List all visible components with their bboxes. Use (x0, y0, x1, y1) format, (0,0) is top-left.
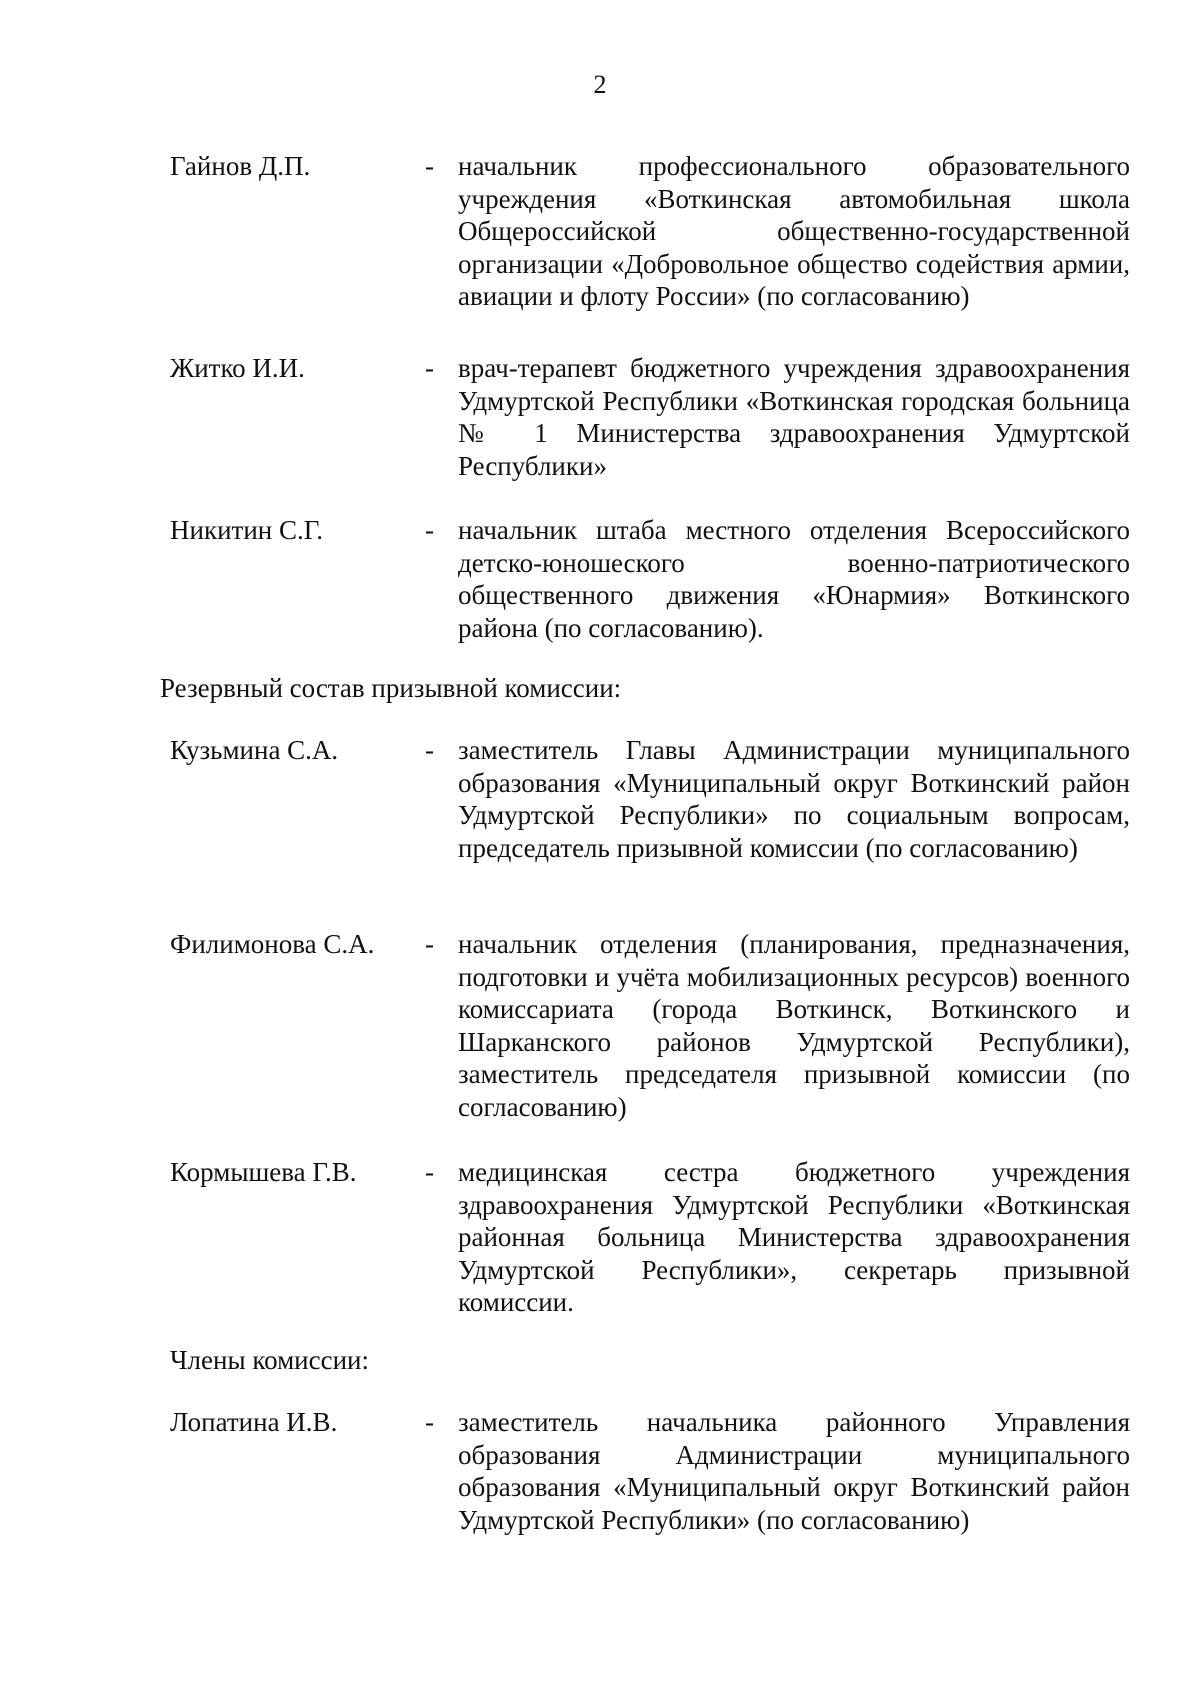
dash-separator: - (425, 929, 434, 959)
member-name: Лопатина И.В. (170, 1407, 338, 1437)
member-name: Никитин С.Г. (170, 515, 324, 545)
member-name: Филимонова С.А. (170, 929, 375, 959)
member-description: заместитель начальника районного Управления образования Администрации муниципального образования «Муниципальный округ Воткинский район Удмуртской Республики» (по согласованию) (458, 1407, 1130, 1535)
member-name: Гайнов Д.П. (170, 151, 311, 181)
member-description: медицинская сестра бюджетного учреждения здравоохранения Удмуртской Республики «Воткинская районная больница Министерства здравоохранения Удмуртской Республики», секретарь призывной комиссии. (458, 1157, 1130, 1317)
member-name: Кузьмина С.А. (170, 735, 339, 765)
dash-separator: - (425, 353, 434, 383)
member-description: начальник профессионального образовательного учреждения «Воткинская автомобильная школа Общероссийской общественно-государственной организации «Добровольное общество содействия армии, авиации и флоту России» (по согласованию) (458, 151, 1130, 311)
member-description: заместитель Главы Администрации муниципального образования «Муниципальный округ Воткинский район Удмуртской Республики» по социальным вопросам, председатель призывной комиссии (по согласованию) (458, 735, 1130, 863)
member-description: врач-терапевт бюджетного учреждения здравоохранения Удмуртской Республики «Воткинская городская больница № 1 Министерства здравоохранения Удмуртской Республики» (458, 353, 1130, 481)
member-name: Житко И.И. (170, 353, 305, 383)
dash-separator: - (425, 1407, 434, 1437)
members-section-heading: Члены комиссии: (170, 1345, 369, 1375)
member-name: Кормышева Г.В. (170, 1157, 357, 1187)
page-number: 2 (593, 70, 607, 99)
dash-separator: - (425, 151, 434, 181)
dash-separator: - (425, 735, 434, 765)
dash-separator: - (425, 515, 434, 545)
reserve-section-heading: Резервный состав призывной комиссии: (160, 673, 622, 703)
member-description: начальник отделения (планирования, предназначения, подготовки и учёта мобилизационных ресурсов) военного комиссариата (города Воткинск, Воткинского и Шарканского районов Удмуртской Республики), заместитель председателя призывной комиссии (по согласованию) (458, 929, 1130, 1122)
member-description: начальник штаба местного отделения Всероссийского детско-юношеского военно-патриотического общественного движения «Юнармия» Воткинского района (по согласованию). (458, 515, 1130, 643)
dash-separator: - (425, 1157, 434, 1187)
